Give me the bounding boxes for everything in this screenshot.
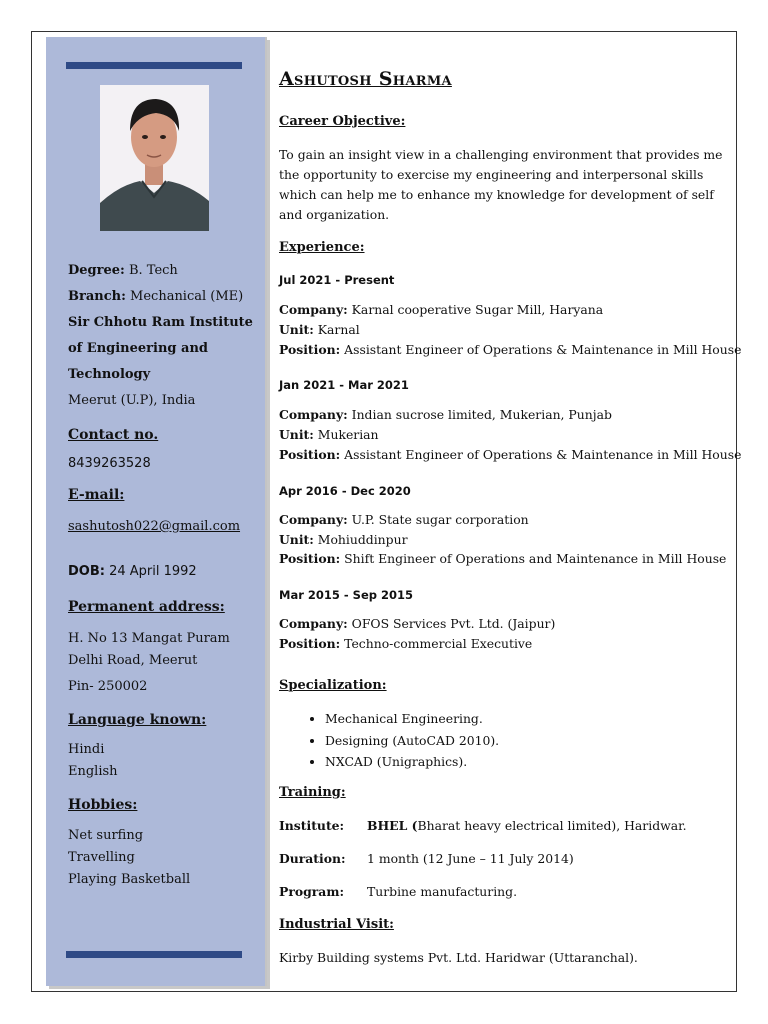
- experience-position: Position: Shift Engineer of Operations and Maintenance in Mill House: [279, 551, 727, 566]
- dob-line: DOB: 24 April 1992: [68, 564, 197, 579]
- college-line-1: Sir Chhotu Ram Institute: [68, 315, 253, 330]
- college-line-3: Technology: [68, 367, 151, 382]
- specialization-item: • Mechanical Engineering.: [325, 708, 499, 730]
- email-heading: E-mail:: [68, 487, 125, 503]
- experience-dates: Jan 2021 - Mar 2021: [279, 378, 409, 392]
- experience-dates: Mar 2015 - Sep 2015: [279, 588, 413, 602]
- experience-position: Position: Assistant Engineer of Operations & Maintenance in Mill House: [279, 447, 742, 462]
- experience-company: Company: Karnal cooperative Sugar Mill, Haryana: [279, 302, 604, 317]
- training-heading: Training:: [279, 785, 346, 800]
- experience-company: Company: Indian sucrose limited, Mukerian, Punjab: [279, 407, 612, 422]
- training-institute-value: BHEL (Bharat heavy electrical limited), Haridwar.: [367, 818, 687, 833]
- training-program-value: Turbine manufacturing.: [367, 884, 518, 899]
- specialization-item: • NXCAD (Unigraphics).: [325, 751, 499, 773]
- language-item: Hindi: [68, 742, 105, 757]
- hobby-item: Net surfing: [68, 828, 144, 843]
- objective-heading: Career Objective:: [279, 114, 406, 129]
- address-line-2: Delhi Road, Meerut: [68, 653, 198, 668]
- profile-photo: [100, 85, 209, 231]
- experience-dates: Apr 2016 - Dec 2020: [279, 484, 411, 498]
- contact-heading: Contact no.: [68, 427, 159, 443]
- candidate-name: Ashutosh Sharma: [279, 68, 452, 90]
- address-line-1: H. No 13 Mangat Puram: [68, 631, 230, 646]
- industrial-visit-text: Kirby Building systems Pvt. Ltd. Haridwar (Uttaranchal).: [279, 950, 638, 965]
- specialization-list: [305, 708, 499, 773]
- contact-number: 8439263528: [68, 456, 151, 471]
- training-institute-label: Institute:: [279, 818, 345, 833]
- experience-company: Company: OFOS Services Pvt. Ltd. (Jaipur): [279, 616, 556, 631]
- experience-position: Position: Assistant Engineer of Operations & Maintenance in Mill House: [279, 342, 742, 357]
- experience-company: Company: U.P. State sugar corporation: [279, 512, 529, 527]
- experience-unit: Unit: Karnal: [279, 322, 360, 337]
- hobby-item: Travelling: [68, 850, 135, 865]
- branch-line: Branch: Mechanical (ME): [68, 289, 244, 304]
- college-line-2: of Engineering and: [68, 341, 208, 356]
- experience-dates: Jul 2021 - Present: [279, 273, 395, 287]
- email-link[interactable]: sashutosh022@gmail.com: [68, 519, 241, 534]
- objective-text: To gain an insight view in a challenging environment that provides me the opportunity to exercise my engineering and interpersonal skills which can help me to enhance my knowledge for development of self and organization.: [279, 147, 723, 222]
- experience-unit: Unit: Mohiuddinpur: [279, 532, 408, 547]
- training-duration-value: 1 month (12 June – 11 July 2014): [367, 851, 574, 866]
- specialization-item: • Designing (AutoCAD 2010).: [325, 730, 499, 752]
- college-location: Meerut (U.P), India: [68, 393, 196, 408]
- degree-line: Degree: B. Tech: [68, 263, 178, 278]
- experience-position: Position: Techno-commercial Executive: [279, 636, 533, 651]
- sidebar-top-bar: [66, 62, 242, 69]
- industrial-visit-heading: Industrial Visit:: [279, 917, 394, 932]
- training-program-label: Program:: [279, 884, 345, 899]
- language-heading: Language known:: [68, 712, 207, 728]
- experience-heading: Experience:: [279, 240, 365, 255]
- sidebar: [46, 37, 267, 986]
- sidebar-bottom-bar: [66, 951, 242, 958]
- address-line-3: Pin- 250002: [68, 679, 148, 694]
- address-heading: Permanent address:: [68, 599, 225, 615]
- language-item: English: [68, 764, 118, 779]
- hobby-item: Playing Basketball: [68, 872, 191, 887]
- training-duration-label: Duration:: [279, 851, 346, 866]
- hobbies-heading: Hobbies:: [68, 797, 138, 813]
- experience-unit: Unit: Mukerian: [279, 427, 379, 442]
- specialization-heading: Specialization:: [279, 678, 387, 693]
